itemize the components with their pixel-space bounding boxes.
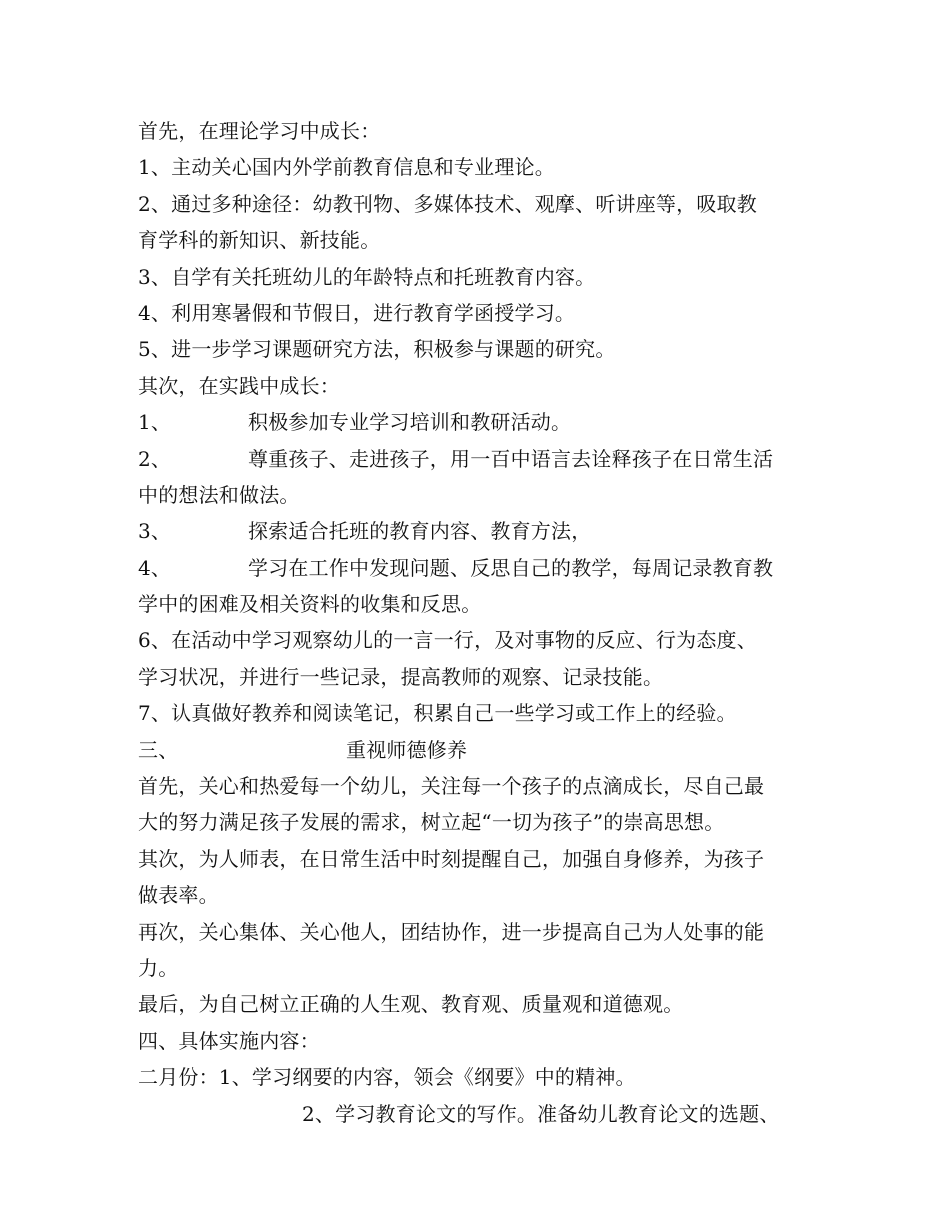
section-heading — [138, 732, 820, 768]
paragraph-line — [138, 914, 820, 950]
paragraph-text: 二月份：1、学习纲要的内容，领会《纲要》中的精神。 — [138, 1065, 636, 1090]
paragraph-text: 5、进一步学习课题研究方法，积极参与课题的研究。 — [138, 337, 616, 362]
paragraph-text: 积极参加专业学习培训和教研活动。 — [248, 410, 572, 435]
paragraph-text: 其次，在实践中成长： — [138, 373, 340, 398]
section-title: 重视师德修养 — [346, 737, 468, 762]
paragraph-text: 首先，在理论学习中成长： — [138, 119, 381, 143]
numbered-line — [138, 441, 820, 477]
numbered-line — [138, 513, 820, 549]
paragraph-line — [138, 659, 820, 695]
paragraph-text: 2、通过多种途径：幼教刊物、多媒体技术、观摩、听讲座等，吸取教 — [138, 191, 757, 216]
paragraph-line — [138, 695, 820, 731]
paragraph-text: 1、主动关心国内外学前教育信息和专业理论。 — [138, 155, 555, 180]
list-number: 1、 — [138, 410, 172, 435]
paragraph-line — [138, 804, 820, 840]
paragraph-text: 学习在工作中发现问题、反思自己的教学，每周记录教育教 — [248, 555, 774, 580]
paragraph-line — [138, 877, 820, 913]
paragraph-text: 探索适合托班的教育内容、教育方法， — [248, 519, 592, 544]
paragraph-text: 做表率。 — [138, 883, 219, 908]
paragraph-line — [138, 841, 820, 877]
paragraph-text: 学中的困难及相关资料的收集和反思。 — [138, 592, 482, 617]
numbered-line — [138, 404, 820, 440]
paragraph-line — [138, 1096, 820, 1132]
paragraph-line — [138, 295, 820, 331]
paragraph-text: 7、认真做好教养和阅读笔记，积累自己一些学习或工作上的经验。 — [138, 701, 737, 726]
paragraph-text: 中的想法和做法。 — [138, 482, 300, 507]
paragraph-line — [138, 149, 820, 185]
paragraph-text: 4、利用寒暑假和节假日，进行教育学函授学习。 — [138, 300, 576, 325]
paragraph-line — [138, 331, 820, 367]
list-number: 2、 — [138, 446, 172, 471]
section-heading — [138, 1023, 820, 1059]
paragraph-text: 尊重孩子、走进孩子，用一百中语言去诠释孩子在日常生活 — [248, 446, 774, 471]
paragraph-text: 学习状况，并进行一些记录，提高教师的观察、记录技能。 — [138, 664, 664, 689]
list-number: 4、 — [138, 555, 172, 580]
paragraph-text: 3、自学有关托班幼儿的年龄特点和托班教育内容。 — [138, 264, 596, 289]
paragraph-line — [138, 113, 820, 149]
paragraph-line — [138, 768, 820, 804]
paragraph-text: 最后，为自己树立正确的人生观、教育观、质量观和道德观。 — [138, 992, 684, 1017]
paragraph-line — [138, 186, 820, 222]
paragraph-line — [138, 1059, 820, 1095]
paragraph-text: 再次，关心集体、关心他人，团结协作，进一步提高自己为人处事的能 — [138, 919, 765, 944]
numbered-line — [138, 550, 820, 586]
paragraph-line — [138, 622, 820, 658]
paragraph-text: 大的努力满足孩子发展的需求，树立起“一切为孩子”的崇高思想。 — [138, 810, 725, 835]
paragraph-text: 首先，关心和热爱每一个幼儿，关注每一个孩子的点滴成长，尽自己最 — [138, 774, 765, 799]
paragraph-text: 育学科的新知识、新技能。 — [138, 228, 381, 253]
section-number: 三、 — [138, 737, 179, 762]
list-number: 3、 — [138, 519, 172, 544]
paragraph-line — [138, 368, 820, 404]
document-body — [138, 113, 820, 1132]
paragraph-line — [138, 477, 820, 513]
section-title: 四、具体实施内容： — [138, 1028, 320, 1053]
paragraph-line — [138, 950, 820, 986]
paragraph-line — [138, 222, 820, 258]
paragraph-text: 力。 — [138, 955, 179, 980]
paragraph-line — [138, 259, 820, 295]
paragraph-text: 其次，为人师表，在日常生活中时刻提醒自己，加强自身修养，为孩子 — [138, 846, 765, 871]
paragraph-text: 6、在活动中学习观察幼儿的一言一行，及对事物的反应、行为态度、 — [138, 628, 757, 653]
paragraph-line — [138, 586, 820, 622]
paragraph-text: 2、学习教育论文的写作。准备幼儿教育论文的选题、 — [302, 1101, 780, 1126]
paragraph-line — [138, 986, 820, 1022]
